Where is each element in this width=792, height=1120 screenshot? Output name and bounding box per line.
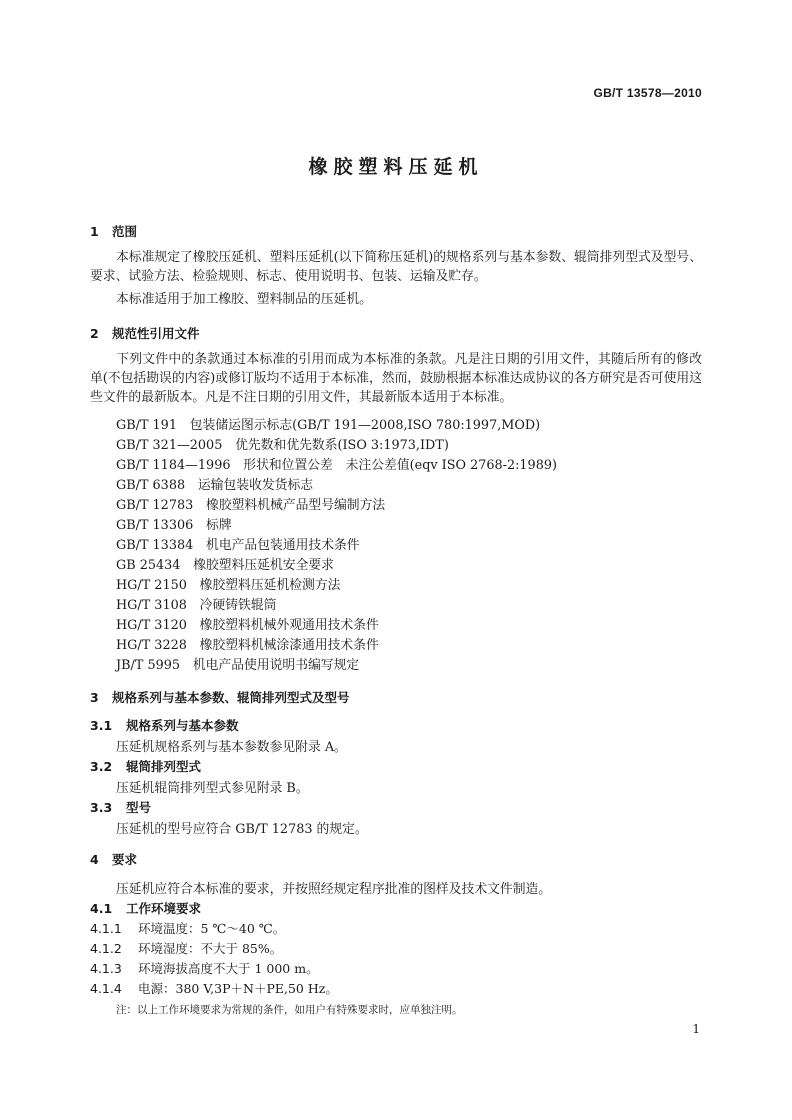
reference-item: GB 25434 橡胶塑料压延机安全要求	[116, 558, 334, 573]
clause-number: 4.1.1	[90, 921, 122, 936]
document-title: 橡胶塑料压延机	[308, 156, 484, 178]
subsection-3-1-heading	[90, 716, 239, 734]
clause-text: 环境温度：5 ℃～40 ℃。	[138, 921, 286, 936]
subsection-title: 工作环境要求	[126, 901, 202, 916]
reference-item: GB/T 321—2005 优先数和优先数系(ISO 3:1973,IDT)	[116, 438, 449, 453]
clause-text: 环境湿度：不大于 85%。	[138, 941, 283, 956]
reference-item: GB/T 6388 运输包装收发货标志	[116, 478, 314, 493]
subsection-title: 辊筒排列型式	[126, 759, 202, 774]
reference-item: GB/T 1184—1996 形状和位置公差 未注公差值(eqv ISO 2768-2:1989)	[116, 458, 557, 473]
subsection-number: 3.3	[90, 800, 113, 815]
subsection-3-1-text: 压延机规格系列与基本参数参见附录 A。	[116, 740, 347, 755]
subsection-3-2-heading	[90, 757, 201, 775]
standard-number: GB/T 13578—2010	[593, 86, 702, 100]
subsection-number: 4.1	[90, 901, 113, 916]
section-title: 范围	[112, 224, 138, 239]
clause-text: 电源：380 V,3P＋N＋PE,50 Hz。	[138, 981, 338, 996]
section-1-paragraph-1	[90, 248, 702, 286]
subsection-number: 3.1	[90, 718, 113, 733]
clause-number: 4.1.3	[90, 961, 122, 976]
subsection-4-1-heading	[90, 899, 201, 917]
clause-4-1-3	[90, 959, 319, 977]
section-2-paragraph	[90, 350, 702, 407]
subsection-title: 规格系列与基本参数	[126, 718, 239, 733]
clause-text: 环境海拔高度不大于 1 000 m。	[138, 961, 319, 976]
clause-4-1-1	[90, 919, 285, 937]
clause-number: 4.1.2	[90, 941, 122, 956]
section-title: 规范性引用文件	[112, 326, 200, 341]
section-number: 2	[90, 326, 99, 341]
subsection-3-3-text: 压延机的型号应符合 GB/T 12783 的规定。	[116, 822, 368, 837]
section-4-heading	[90, 850, 137, 868]
reference-item: GB/T 13384 机电产品包装通用技术条件	[116, 538, 360, 553]
reference-item: HG/T 3108 冷硬铸铁辊筒	[116, 598, 277, 613]
reference-item: GB/T 12783 橡胶塑料机械产品型号编制方法	[116, 498, 386, 513]
reference-item: HG/T 2150 橡胶塑料压延机检测方法	[116, 578, 341, 593]
reference-item: GB/T 191 包装储运图示标志(GB/T 191—2008,ISO 780:1997,MOD)	[116, 418, 541, 433]
subsection-number: 3.2	[90, 759, 113, 774]
clause-number: 4.1.4	[90, 981, 122, 996]
page-number: 1	[692, 1022, 700, 1036]
section-1-paragraph-2	[90, 290, 702, 309]
paragraph-text: 本标准适用于加工橡胶、塑料制品的压延机。	[116, 292, 372, 307]
clause-4-1-4	[90, 979, 338, 997]
section-number: 3	[90, 690, 99, 705]
note-text: 注：以上工作环境要求为常规的条件，如用户有特殊要求时，应单独注明。	[116, 1004, 463, 1016]
paragraph-text: 下列文件中的条款通过本标准的引用而成为本标准的条款。凡是注日期的引用文件，其随后所有的修改单(不包括勘误的内容)或修订版均不适用于本标准，然而，鼓励根据本标准达成协议的各方研究是否可使用这些文件的最新版本。凡是不注日期的引用文件，其最新版本适用于本标准。	[90, 352, 702, 405]
subsection-3-2-text: 压延机辊筒排列型式参见附录 B。	[116, 781, 309, 796]
section-number: 4	[90, 852, 99, 867]
reference-item: GB/T 13306 标牌	[116, 518, 232, 533]
subsection-title: 型号	[126, 800, 152, 815]
reference-item: HG/T 3228 橡胶塑料机械涂漆通用技术条件	[116, 638, 379, 653]
subsection-3-3-heading	[90, 798, 151, 816]
clause-4-1-2	[90, 939, 282, 957]
section-3-heading	[90, 688, 350, 706]
section-title: 规格系列与基本参数、辊筒排列型式及型号	[112, 690, 350, 705]
section-1-heading	[90, 222, 137, 240]
section-4-paragraph: 压延机应符合本标准的要求，并按照经规定程序批准的图样及技术文件制造。	[116, 882, 552, 897]
section-title: 要求	[112, 852, 138, 867]
reference-item: HG/T 3120 橡胶塑料机械外观通用技术条件	[116, 618, 379, 633]
section-number: 1	[90, 224, 99, 239]
reference-item: JB/T 5995 机电产品使用说明书编写规定	[116, 658, 360, 673]
paragraph-text: 本标准规定了橡胶压延机、塑料压延机(以下简称压延机)的规格系列与基本参数、辊筒排列型式及型号、要求、试验方法、检验规则、标志、使用说明书、包装、运输及贮存。	[90, 250, 702, 284]
section-2-heading	[90, 324, 200, 342]
